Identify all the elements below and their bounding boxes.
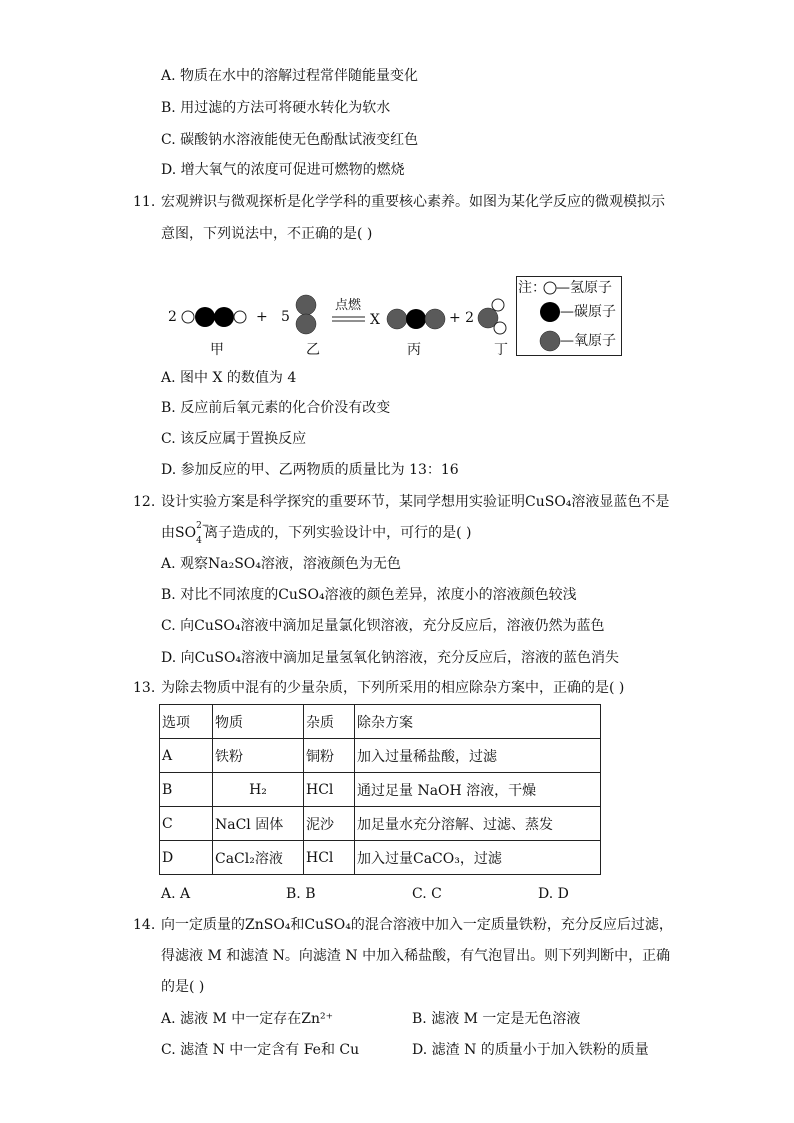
q13-answer-b: B. B: [286, 886, 316, 902]
q11-option-a: A. 图中 X 的数值为 4: [161, 370, 297, 386]
table-row: [160, 807, 601, 841]
table-cell: C: [160, 807, 213, 841]
label-jia: 甲: [210, 342, 224, 358]
q11-option-b: B. 反应前后氧元素的化合价没有改变: [161, 400, 391, 416]
table-cell: HCl: [304, 773, 355, 807]
table-header-cell: 选项: [160, 705, 213, 739]
table-header-cell: 杂质: [304, 705, 355, 739]
table-cell: 泥沙: [304, 807, 355, 841]
table-cell: 铜粉: [304, 739, 355, 773]
q12-stem-line2: [161, 521, 472, 546]
coef-jia: 2: [168, 309, 177, 325]
q10-option-c: C. 碳酸钠水溶液能使无色酚酞试液变红色: [161, 132, 419, 148]
q12-ion-scripts: [196, 521, 210, 546]
q12-stem-text-a: 设计实验方案是科学探究的重要环节，某同学想用实验证明: [161, 494, 525, 510]
q10-option-a: A. 物质在水中的溶解过程常伴随能量变化: [161, 68, 419, 84]
reaction-condition: 点燃: [335, 298, 362, 313]
plus-sign-2: + 2: [449, 310, 475, 326]
table-cell: B: [160, 773, 213, 807]
q12-stem-line1: [161, 492, 669, 512]
reaction-diagram: [160, 272, 630, 368]
legend-note: 注：: [518, 280, 546, 296]
q13-answer-c: C. C: [412, 886, 442, 902]
table-header-cell: 物质: [213, 705, 304, 739]
q13-answer-d: D. D: [538, 886, 569, 902]
q10-option-b: B. 用过滤的方法可将硬水转化为软水: [161, 100, 391, 116]
q13-table: [159, 704, 601, 875]
q12-stem-text-c: 溶液显蓝色不是: [571, 494, 670, 510]
label-ding: 丁: [494, 342, 508, 358]
label-bing: 丙: [407, 342, 421, 358]
q12-ion-so: 由SO: [161, 525, 197, 541]
table-cell: 铁粉: [213, 739, 304, 773]
table-cell: 加入过量CaCO₃，过滤: [355, 841, 601, 875]
q14-stem-line2: 得滤液 M 和滤渣 N。向滤渣 N 中加入稀盐酸，有气泡冒出。则下列判断中，正确: [161, 948, 671, 964]
table-header-cell: 除杂方案: [355, 705, 601, 739]
q13-answer-a: A. A: [161, 886, 191, 902]
q12-number: 12.: [133, 494, 156, 510]
table-cell: CaCl₂溶液: [213, 841, 304, 875]
table-cell: 通过足量 NaOH 溶液，干燥: [355, 773, 601, 807]
legend-oxygen-label: —氧原子: [560, 333, 616, 349]
legend-carbon-label: —碳原子: [560, 304, 616, 320]
coef-yi: 5: [281, 309, 290, 325]
q12-formula-cuso4: CuSO₄: [525, 494, 572, 510]
q14-option-a: A. 滤液 M 中一定存在Zn²⁺: [161, 1011, 333, 1027]
q13-number: 13.: [133, 680, 156, 696]
table-cell: 加足量水充分溶解、过滤、蒸发: [355, 807, 601, 841]
table-cell: H₂: [213, 773, 304, 807]
q13-stem: 为除去物质中混有的少量杂质，下列所采用的相应除杂方案中，正确的是( ): [161, 680, 625, 696]
plus-sign-1: +: [256, 309, 268, 325]
q10-option-d: D. 增大氧气的浓度可促进可燃物的燃烧: [161, 162, 405, 178]
molecule-yi: [296, 295, 316, 334]
q12-ion-subscript: 4: [196, 536, 202, 546]
table-cell: 加入过量稀盐酸，过滤: [355, 739, 601, 773]
q12-option-d: D. 向CuSO₄溶液中滴加足量氢氧化钠溶液，充分反应后，溶液的蓝色消失: [161, 650, 620, 666]
q11-stem-line2: 意图，下列说法中，不正确的是( ): [161, 226, 373, 242]
label-yi: 乙: [306, 342, 320, 358]
table-cell: HCl: [304, 841, 355, 875]
q11-option-c: C. 该反应属于置换反应: [161, 431, 307, 447]
table-row: [160, 739, 601, 773]
q14-option-b: B. 滤液 M 一定是无色溶液: [412, 1011, 581, 1027]
q14-option-c: C. 滤渣 N 中一定含有 Fe和 Cu: [161, 1042, 360, 1058]
q14-option-d: D. 滤渣 N 的质量小于加入铁粉的质量: [412, 1042, 649, 1058]
molecule-jia: [182, 307, 246, 327]
table-header-row: [160, 705, 601, 739]
q14-number: 14.: [133, 917, 156, 933]
q12-ion-charge: 2−: [196, 521, 210, 531]
q11-number: 11.: [133, 194, 156, 210]
table-row: [160, 773, 601, 807]
table-cell: D: [160, 841, 213, 875]
q12-stem-text-b: 离子造成的，下列实验设计中，可行的是( ): [204, 525, 472, 541]
table-cell: A: [160, 739, 213, 773]
q14-stem-line1: 向一定质量的ZnSO₄和CuSO₄的混合溶液中加入一定质量铁粉，充分反应后过滤，: [161, 917, 673, 933]
q12-option-c: C. 向CuSO₄溶液中滴加足量氯化钡溶液，充分反应后，溶液仍然为蓝色: [161, 618, 605, 634]
table-cell: NaCl 固体: [213, 807, 304, 841]
molecule-bing: [387, 309, 445, 329]
molecule-ding: [478, 299, 506, 334]
table-row: [160, 841, 601, 875]
coef-x: X: [370, 312, 380, 328]
q11-option-d: D. 参加反应的甲、乙两物质的质量比为 13：16: [161, 462, 459, 478]
q12-option-b: B. 对比不同浓度的CuSO₄溶液的颜色差异，浓度小的溶液颜色较浅: [161, 587, 577, 603]
q12-option-a: A. 观察Na₂SO₄溶液，溶液颜色为无色: [161, 556, 401, 572]
q14-stem-line3: 的是( ): [161, 979, 205, 995]
q11-stem-line1: 宏观辨识与微观探析是化学学科的重要核心素养。如图为某化学反应的微观模拟示: [161, 194, 665, 210]
legend-hydrogen-label: —氢原子: [556, 280, 612, 296]
